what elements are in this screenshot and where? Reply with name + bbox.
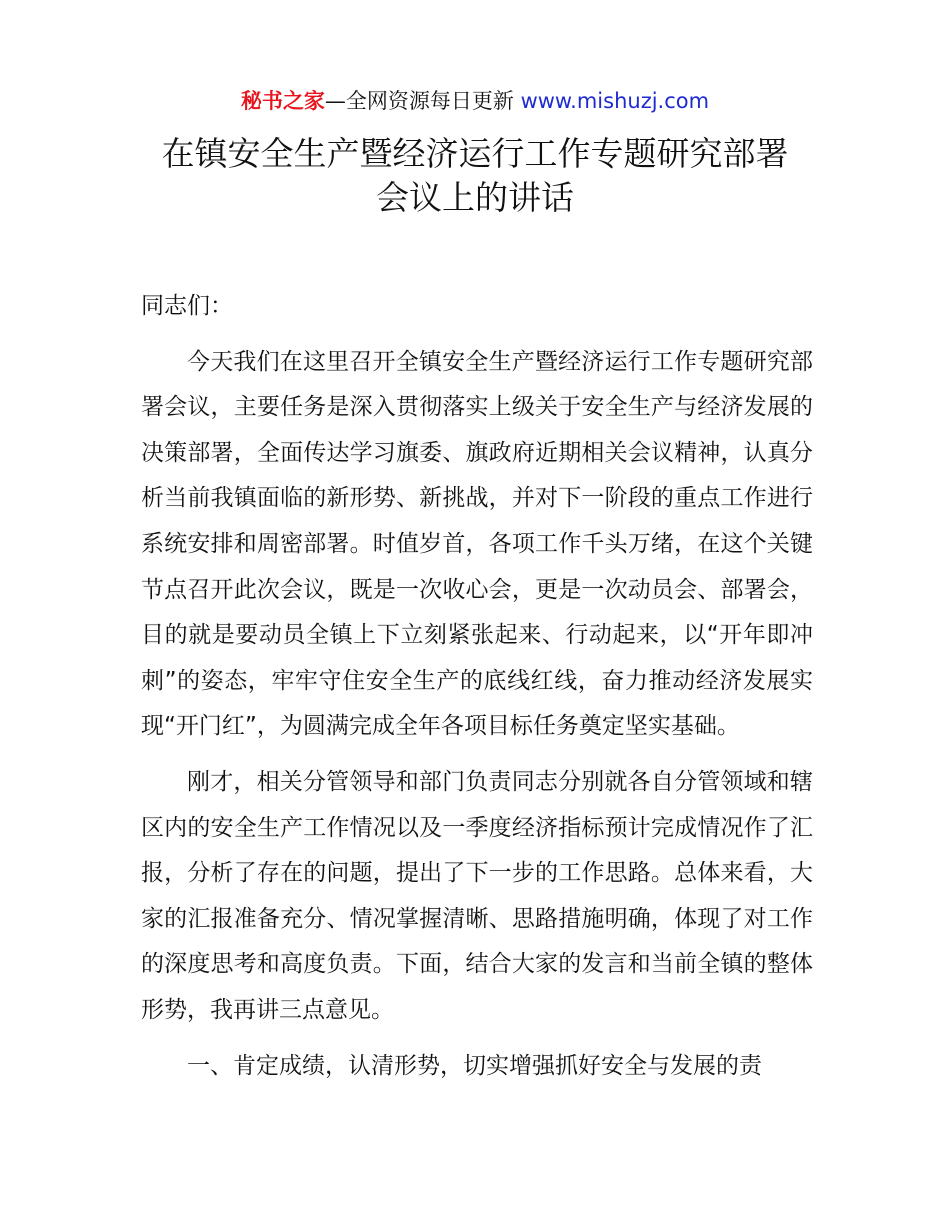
site-url-link[interactable]: www.mishuzj.com [520,89,710,113]
site-tagline: —全网资源每日更新 [324,89,521,113]
document-title-line-2: 会议上的讲话 [376,178,574,217]
salutation: 同志们： [141,293,233,319]
body-paragraph-2: 刚才，相关分管领导和部门负责同志分别就各自分管领域和辖区内的安全生产工作情况以及一季度经济指标预计完成情况作了汇报，分析了存在的问题，提出了下一步的工作思路。总体来看，大家的汇报准备充分、情况掌握清晰、思路措施明确，体现了对工作的深度思考和高度负责。下面，结合大家的发言和当前全镇的整体形势，我再讲三点意见。 [141,768,813,1023]
document-body [141,284,813,1089]
document-title [100,132,850,220]
document-title-line-1: 在镇安全生产暨经济运行工作专题研究部署 [161,134,789,173]
section-heading-1: 一、肯定成绩，认清形势，切实增强抓好安全与发展的责 [187,1052,762,1079]
site-header [0,86,950,116]
site-brand: 秘书之家 [240,89,325,113]
body-paragraph-1: 今天我们在这里召开全镇安全生产暨经济运行工作专题研究部署会议，主要任务是深入贯彻落实上级关于安全生产与经济发展的决策部署，全面传达学习旗委、旗政府近期相关会议精神，认真分析当前我镇面临的新形势、新挑战，并对下一阶段的重点工作进行系统安排和周密部署。时值岁首，各项工作千头万绪，在这个关键节点召开此次会议，既是一次收心会，更是一次动员会、部署会，目的就是要动员全镇上下立刻紧张起来、行动起来，以“开年即冲刺”的姿态，牢牢守住安全生产的底线红线，奋力推动经济发展实现“开门红”，为圆满完成全年各项目标任务奠定坚实基础。 [141,348,813,740]
